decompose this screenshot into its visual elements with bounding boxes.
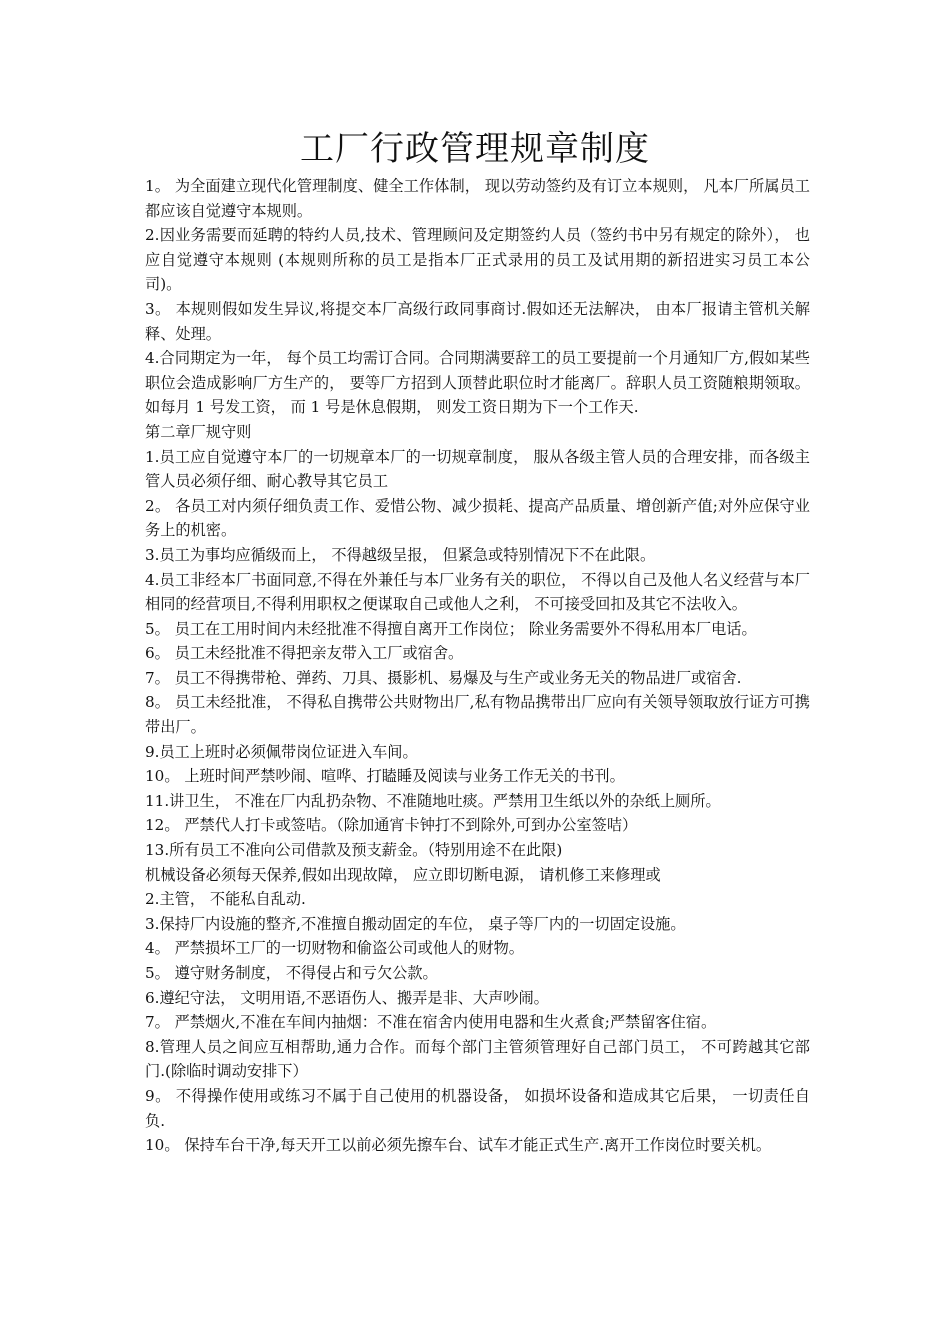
paragraph: 6.遵纪守法， 文明用语,不恶语伤人、搬弄是非、大声吵闹。 <box>145 988 549 1007</box>
paragraph: 1.员工应自觉遵守本厂的一切规章本厂的一切规章制度， 服从各级主管人员的合理安排，而各级主管人员必须仔细、耐心教导其它员工 <box>145 447 810 491</box>
paragraph: 10。 保持车台干净,每天开工以前必须先擦车台、试车才能正式生产.离开工作岗位时要关机。 <box>145 1136 772 1155</box>
page-title: 工厂行政管理规章制度 <box>300 129 650 169</box>
paragraph: 6。 员工未经批准不得把亲友带入工厂或宿舍。 <box>145 644 464 663</box>
paragraph: 4.员工非经本厂书面同意,不得在外兼任与本厂业务有关的职位， 不得以自己及他人名义经营与本厂相同的经营项目,不得利用职权之便谋取自己或他人之利， 不可接受回扣及其它不法收入。 <box>145 570 810 614</box>
paragraph: 4。 严禁损坏工厂的一切财物和偷盗公司或他人的财物。 <box>145 939 524 958</box>
paragraph: 7。 严禁烟火,不准在车间内抽烟：不准在宿舍内使用电器和生火煮食;严禁留客住宿。 <box>145 1013 717 1032</box>
paragraph: 13.所有员工不准向公司借款及预支薪金。（特别用途不在此限) <box>145 841 563 860</box>
paragraph: 9.员工上班时必须佩带岗位证进入车间。 <box>145 742 418 761</box>
paragraph: 7。 员工不得携带枪、弹药、刀具、摄影机、易爆及与生产或业务无关的物品进厂或宿舍. <box>145 668 742 687</box>
paragraph: 3.保持厂内设施的整齐,不准擅自搬动固定的车位， 桌子等厂内的一切固定设施。 <box>145 914 686 933</box>
paragraph: 12。 严禁代人打卡或签咭。（除加通宵卡钟打不到除外,可到办公室签咭） <box>145 816 638 835</box>
paragraph: 机械设备必须每天保养,假如出现故障， 应立即切断电源， 请机修工来修理或 <box>145 865 661 884</box>
document-body <box>145 174 810 1158</box>
paragraph: 2。 各员工对内须仔细负责工作、爱惜公物、减少损耗、提高产品质量、增创新产值;对外应保守业务上的机密。 <box>145 496 810 540</box>
paragraph: 2.主管， 不能私自乱动. <box>145 890 306 909</box>
section-heading: 第二章厂规守则 <box>145 422 252 441</box>
paragraph: 8。 员工未经批准， 不得私自携带公共财物出厂,私有物品携带出厂应向有关领导领取放行证方可携带出厂。 <box>145 693 810 737</box>
paragraph: 3.员工为事均应循级而上， 不得越级呈报， 但紧急或特别情况下不在此限。 <box>145 545 656 564</box>
paragraph: 9。 不得操作使用或练习不属于自己使用的机器设备， 如损坏设备和造成其它后果， 一切责任自负. <box>145 1086 810 1130</box>
paragraph: 3。 本规则假如发生异议,将提交本厂高级行政同事商讨.假如还无法解决， 由本厂报请主管机关解释、处理。 <box>145 299 810 343</box>
paragraph: 5。 遵守财务制度， 不得侵占和亏欠公款。 <box>145 964 438 982</box>
paragraph: 10。 上班时间严禁吵闹、喧哗、打瞌睡及阅读与业务工作无关的书刊。 <box>145 767 625 786</box>
paragraph: 4.合同期定为一年， 每个员工均需订合同。合同期满要辞工的员工要提前一个月通知厂方,假如某些职位会造成影响厂方生产的， 要等厂方招到人顶替此职位时才能离厂。辞职人员工资随粮期领取。如每月 1 号发工资， 而 1 号是休息假期， 则发工资日期为下一个工作天. <box>145 349 810 417</box>
paragraph: 11.讲卫生， 不准在厂内乱扔杂物、不准随地吐痰。严禁用卫生纸以外的杂纸上厕所。 <box>145 791 721 810</box>
paragraph: 5。 员工在工用时间内未经批准不得擅自离开工作岗位； 除业务需要外不得私用本厂电话。 <box>145 619 757 638</box>
paragraph: 2.因业务需要而延聘的特约人员,技术、管理顾问及定期签约人员（签约书中另有规定的除外）， 也应自觉遵守本规则 (本规则所称的员工是指本厂正式录用的员工及试用期的新招进实习员工本公司)。 <box>145 226 810 294</box>
paragraph: 1。 为全面建立现代化管理制度、健全工作体制， 现以劳动签约及有订立本规则， 凡本厂所属员工都应该自觉遵守本规则。 <box>145 177 810 220</box>
paragraph: 8.管理人员之间应互相帮助,通力合作。而每个部门主管须管理好自己部门员工， 不可跨越其它部门.(除临时调动安排下） <box>145 1037 810 1081</box>
